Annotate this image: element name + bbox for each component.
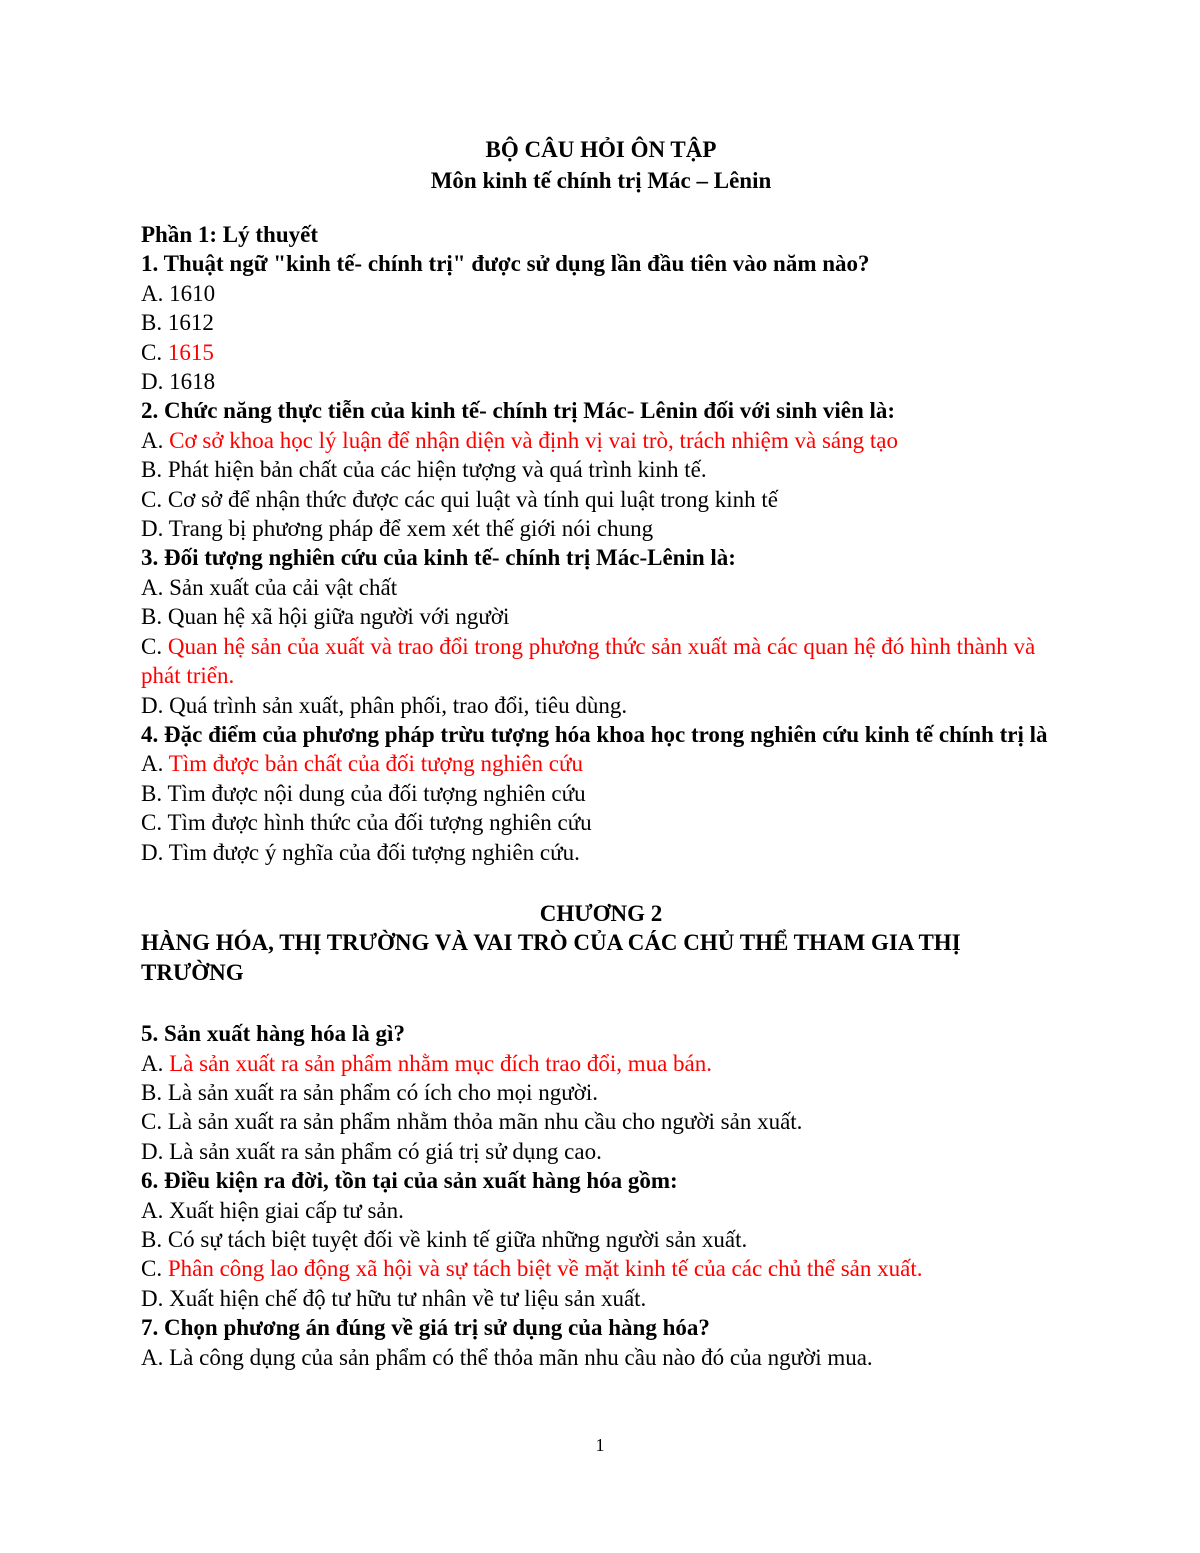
question-list-chapter2 — [141, 1019, 1061, 1372]
option-letter: A. — [141, 1050, 170, 1076]
answer-option — [141, 455, 1061, 484]
answer-option — [141, 485, 1061, 514]
option-letter: C. — [141, 1256, 168, 1282]
option-text: Phát hiện bản chất của các hiện tượng và quá trình kinh tế. — [167, 457, 707, 483]
question-text: 6. Điều kiện ra đời, tồn tại của sản xuất hàng hóa gồm: — [141, 1168, 678, 1194]
answer-option — [141, 602, 1061, 631]
answer-option-correct — [141, 338, 1061, 367]
option-letter: C. — [141, 633, 168, 659]
option-letter: B. — [141, 457, 168, 483]
option-text: Là công dụng của sản phẩm có thể thỏa mãn nhu cầu nào đó của người mua. — [169, 1344, 873, 1370]
option-letter: B. — [141, 1079, 168, 1105]
answer-option — [141, 1196, 1061, 1225]
option-text: 1615 — [167, 339, 214, 365]
document-page — [141, 134, 1061, 1372]
option-text: Tìm được ý nghĩa của đối tượng nghiên cứu. — [168, 839, 580, 865]
option-letter: D. — [141, 516, 169, 542]
answer-option-correct — [141, 1049, 1061, 1078]
option-letter: A. — [141, 1344, 170, 1370]
document-title: BỘ CÂU HỎI ÔN TẬP — [485, 137, 717, 162]
page-number: 1 — [595, 1435, 605, 1455]
answer-option — [141, 1225, 1061, 1254]
answer-option — [141, 808, 1061, 837]
spacer — [141, 867, 1061, 899]
chapter-title: HÀNG HÓA, THỊ TRƯỜNG VÀ VAI TRÒ CỦA CÁC CHỦ THỂ THAM GIA THỊ TRƯỜNG — [141, 930, 961, 985]
answer-option — [141, 573, 1061, 602]
answer-option — [141, 308, 1061, 337]
answer-option — [141, 1343, 1061, 1372]
option-letter: C. — [141, 339, 168, 365]
answer-option — [141, 1078, 1061, 1107]
option-text: 1618 — [169, 369, 216, 395]
question-text: 2. Chức năng thực tiễn của kinh tế- chính trị Mác- Lênin đối với sinh viên là: — [141, 398, 896, 424]
option-text: 1610 — [169, 280, 216, 306]
option-letter: B. — [141, 1227, 168, 1252]
answer-option — [141, 279, 1061, 308]
option-text: Tìm được nội dung của đối tượng nghiên cứu — [167, 780, 586, 806]
option-letter: A. — [141, 751, 169, 777]
option-text: Quá trình sản xuất, phân phối, trao đổi, tiêu dùng. — [169, 692, 628, 718]
question-text: 4. Đặc điểm của phương pháp trừu tượng hóa khoa học trong nghiên cứu kinh tế chính trị là — [141, 721, 1048, 747]
option-text: Xuất hiện chế độ tư hữu tư nhân về tư liệu sản xuất. — [169, 1285, 647, 1311]
option-text: Là sản xuất ra sản phẩm nhằm mục đích trao đổi, mua bán. — [169, 1050, 713, 1076]
answer-option — [141, 838, 1061, 867]
option-letter: C. — [141, 810, 168, 836]
option-letter: A. — [141, 427, 170, 453]
option-text: Cơ sở để nhận thức được các qui luật và tính qui luật trong kinh tế — [167, 486, 778, 512]
option-text: Trang bị phương pháp để xem xét thế giới nói chung — [168, 516, 654, 542]
answer-option — [141, 1284, 1061, 1313]
option-letter: B. — [141, 780, 168, 806]
chapter-number: CHƯƠNG 2 — [539, 900, 663, 926]
spacer — [141, 987, 1061, 1019]
question-text: 5. Sản xuất hàng hóa là gì? — [141, 1021, 405, 1047]
option-letter: A. — [141, 1197, 170, 1223]
option-text: Cơ sở khoa học lý luận để nhận diện và định vị vai trò, trách nhiệm và sáng tạo — [169, 427, 898, 453]
answer-option — [141, 367, 1061, 396]
answer-option — [141, 1137, 1061, 1166]
spacer — [141, 196, 1061, 220]
option-text: Là sản xuất ra sản phẩm có giá trị sử dụng cao. — [169, 1138, 602, 1164]
answer-option-correct — [141, 749, 1061, 778]
option-letter: B. — [141, 604, 168, 630]
answer-option-correct — [141, 1254, 1061, 1283]
document-subtitle: Môn kinh tế chính trị Mác – Lênin — [430, 168, 772, 193]
answer-option-correct — [141, 426, 1061, 455]
option-letter: D. — [141, 1138, 170, 1164]
option-letter: D. — [141, 692, 170, 718]
option-text: Phân công lao động xã hội và sự tách biệt về mặt kinh tế của các chủ thể sản xuất. — [167, 1256, 923, 1282]
option-text: Có sự tách biệt tuyệt đối về kinh tế giữa những người sản xuất. — [167, 1227, 748, 1252]
option-letter: C. — [141, 486, 168, 512]
option-text: Tìm được hình thức của đối tượng nghiên cứu — [167, 810, 592, 836]
option-letter: B. — [141, 310, 168, 336]
option-text: Xuất hiện giai cấp tư sản. — [169, 1197, 404, 1223]
option-letter: D. — [141, 839, 169, 865]
question-list-part1 — [141, 249, 1061, 867]
answer-option — [141, 779, 1061, 808]
question-text: 1. Thuật ngữ "kinh tế- chính trị" được sử dụng lần đầu tiên vào năm nào? — [141, 251, 870, 277]
option-text: Tìm được bản chất của đối tượng nghiên cứu — [168, 751, 583, 777]
option-text: Là sản xuất ra sản phẩm nhằm thỏa mãn nhu cầu cho người sản xuất. — [167, 1109, 803, 1135]
option-letter: C. — [141, 1109, 168, 1135]
option-text: Quan hệ xã hội giữa người với người — [167, 604, 510, 630]
answer-option — [141, 691, 1061, 720]
option-letter: D. — [141, 369, 170, 395]
answer-option — [141, 1107, 1061, 1136]
question-text: 3. Đối tượng nghiên cứu của kinh tế- chính trị Mác-Lênin là: — [141, 545, 736, 571]
question-text: 7. Chọn phương án đúng về giá trị sử dụng của hàng hóa? — [141, 1315, 710, 1341]
answer-option-correct — [141, 632, 1061, 691]
option-letter: D. — [141, 1285, 170, 1311]
option-text: Là sản xuất ra sản phẩm có ích cho mọi người. — [167, 1079, 599, 1105]
option-letter: A. — [141, 280, 170, 306]
option-text: Sản xuất của cải vật chất — [169, 574, 398, 600]
answer-option — [141, 514, 1061, 543]
option-letter: A. — [141, 574, 170, 600]
option-text: 1612 — [167, 310, 214, 336]
option-text: Quan hệ sản của xuất và trao đổi trong phương thức sản xuất mà các quan hệ đó hình thành và phát triển. — [141, 633, 1036, 689]
part-heading: Phần 1: Lý thuyết — [141, 222, 318, 247]
